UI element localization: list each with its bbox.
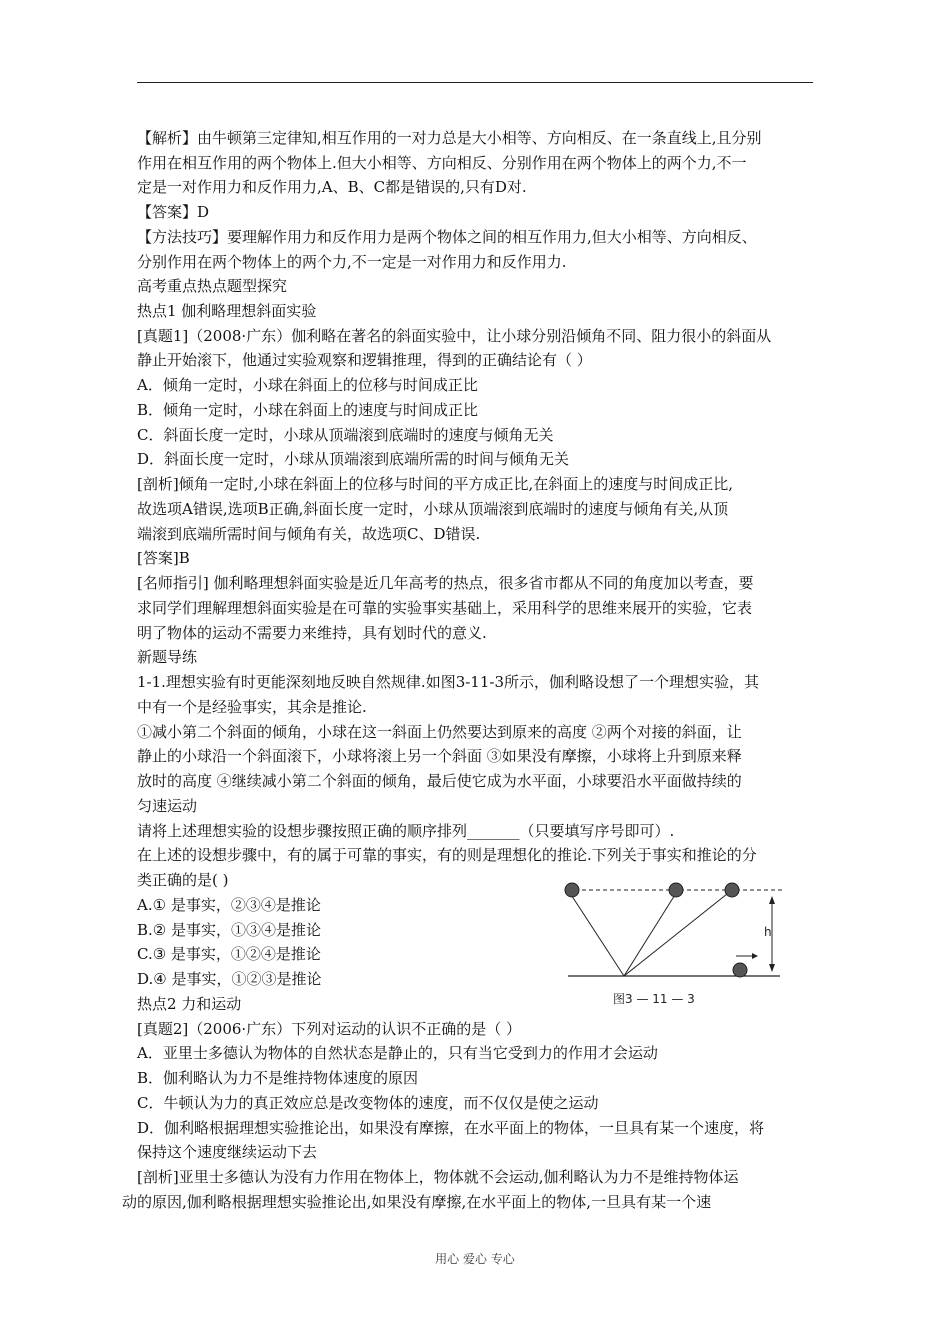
text-line: 作用在相互作用的两个物体上.但大小相等、方向相反、分别作用在两个物体上的两个力,不一 <box>137 154 747 172</box>
text-line: 放时的高度 ④继续减小第二个斜面的倾角，最后使它成为水平面，小球要沿水平面做持续的 <box>137 772 742 790</box>
text-line: [剖析]亚里士多德认为没有力作用在物体上，物体就不会运动,伽利略认为力不是维持物体运 <box>137 1168 739 1186</box>
text-line: [名师指引] 伽利略理想斜面实验是近几年高考的热点，很多省市都从不同的角度加以考查，要 <box>137 574 754 592</box>
text-line: 明了物体的运动不需要力来维持，具有划时代的意义. <box>137 624 487 642</box>
text-line: 【答案】D <box>137 203 210 221</box>
text-line: 保持这个速度继续运动下去 <box>137 1143 318 1161</box>
option-d: D.④ 是事实，①②③是推论 <box>137 970 322 988</box>
ball-icon <box>733 963 747 977</box>
option-a: A．亚里士多德认为物体的自然状态是静止的，只有当它受到力的作用才会运动 <box>137 1044 658 1062</box>
text-line: 【解析】由牛顿第三定律知,相互作用的一对力总是大小相等、方向相反、在一条直线上,且分别 <box>137 129 762 147</box>
text-line: 【方法技巧】要理解作用力和反作用力是两个物体之间的相互作用力,但大小相等、方向相反、 <box>137 228 757 246</box>
height-label: h <box>764 925 772 939</box>
ball-icon <box>725 883 739 897</box>
arrow-right-icon <box>752 953 758 959</box>
answer-line: [答案]B <box>137 549 190 567</box>
text-line: [真题2]（2006·广东）下列对运动的认识不正确的是（ ） <box>137 1020 521 1038</box>
text-line: 1-1.理想实验有时更能深刻地反映自然规律.如图3-11-3所示，伽利略设想了一个理想实验，其 <box>137 673 760 691</box>
option-a: A．倾角一定时，小球在斜面上的位移与时间成正比 <box>137 376 478 394</box>
ball-icon <box>565 883 579 897</box>
text-line: 定是一对作用力和反作用力,A、B、C都是错误的,只有D对. <box>137 178 527 196</box>
section-heading: 热点2 力和运动 <box>137 995 242 1013</box>
option-c: C．牛顿认为力的真正效应总是改变物体的速度，而不仅仅是使之运动 <box>137 1094 599 1112</box>
text-line: ①减小第二个斜面的倾角，小球在这一斜面上仍然要达到原来的高度 ②两个对接的斜面，让 <box>137 723 742 741</box>
option-c: C．斜面长度一定时，小球从顶端滚到底端时的速度与倾角无关 <box>137 426 554 444</box>
arrow-down-icon <box>769 964 775 972</box>
option-b: B．伽利略认为力不是维持物体速度的原因 <box>137 1069 419 1087</box>
option-a: A.① 是事实，②③④是推论 <box>137 896 321 914</box>
option-c: C.③ 是事实，①②④是推论 <box>137 945 321 963</box>
page-footer: 用心 爱心 专心 <box>435 1252 515 1266</box>
text-line: 端滚到底端所需时间与倾角有关，故选项C、D错误. <box>137 525 481 543</box>
option-d: D．斜面长度一定时，小球从顶端滚到底端所需的时间与倾角无关 <box>137 450 570 468</box>
option-b: B.② 是事实，①③④是推论 <box>137 921 322 939</box>
text-line: 匀速运动 <box>137 797 198 815</box>
section-heading: 新题导练 <box>137 648 198 666</box>
section-heading: 高考重点热点题型探究 <box>137 277 288 295</box>
text-line: [真题1]（2008·广东）伽利略在著名的斜面实验中，让小球分别沿倾角不同、阻力很小的斜面从 <box>137 327 772 345</box>
text-line: 求同学们理解理想斜面实验是在可靠的实验事实基础上，采用科学的思维来展开的实验，它表 <box>137 599 753 617</box>
header-rule <box>137 82 813 83</box>
text-line: 静止开始滚下，他通过实验观察和逻辑推理，得到的正确结论有（ ） <box>137 351 592 369</box>
text-line: 故选项A错误,选项B正确,斜面长度一定时，小球从顶端滚到底端时的速度与倾角有关,从顶 <box>137 500 729 518</box>
section-heading: 热点1 伽利略理想斜面实验 <box>137 302 317 320</box>
text-line: 静止的小球沿一个斜面滚下，小球将滚上另一个斜面 ③如果没有摩擦，小球将上升到原来释 <box>137 747 742 765</box>
text-line: 类正确的是( ) <box>137 871 229 889</box>
text-line: 动的原因,伽利略根据理想实验推论出,如果没有摩擦,在水平面上的物体,一旦具有某一个速 <box>122 1193 712 1211</box>
option-d: D．伽利略根据理想实验推论出，如果没有摩擦，在水平面上的物体，一旦具有某一个速度，将 <box>137 1119 765 1137</box>
option-b: B．倾角一定时，小球在斜面上的速度与时间成正比 <box>137 401 479 419</box>
arrow-up-icon <box>769 896 775 904</box>
text-line: 在上述的设想步骤中，有的属于可靠的事实，有的则是理想化的推论.下列关于事实和推论的分 <box>137 846 757 864</box>
ball-icon <box>669 883 683 897</box>
text-line: 分别作用在两个物体上的两个力,不一定是一对作用力和反作用力. <box>137 253 567 271</box>
figure-caption: 图3 — 11 — 3 <box>613 992 695 1006</box>
text-line: [剖析]倾角一定时,小球在斜面上的位移与时间的平方成正比,在斜面上的速度与时间成正比, <box>137 475 734 493</box>
text-line: 中有一个是经验事实，其余是推论. <box>137 698 367 716</box>
text-line: 请将上述理想实验的设想步骤按照正确的顺序排列_______（只要填写序号即可）. <box>137 822 675 840</box>
